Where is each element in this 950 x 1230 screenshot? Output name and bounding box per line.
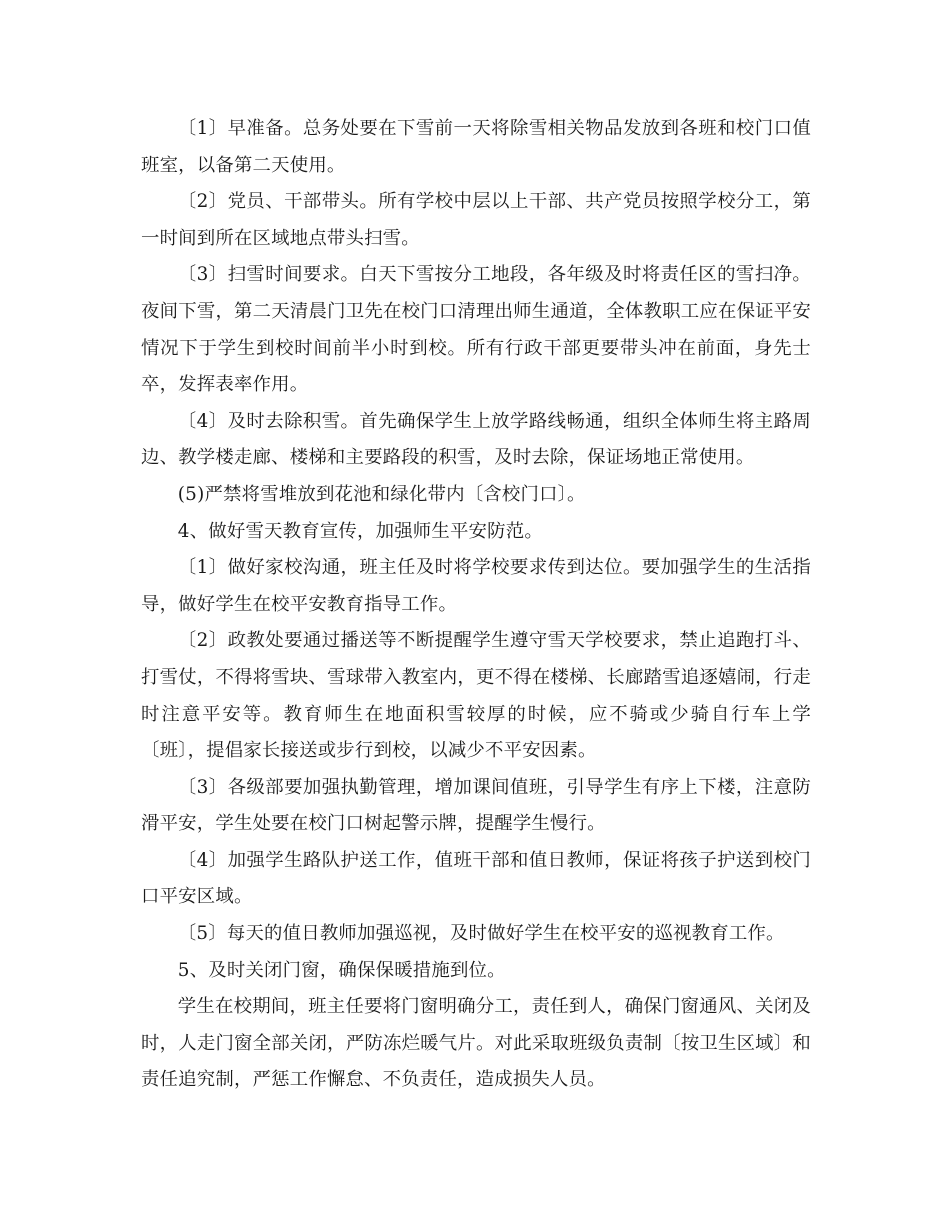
paragraph-no-piling: (5)严禁将雪堆放到花池和绿化带内〔含校门口〕。 — [177, 483, 586, 505]
paragraph-duty-management: 〔3〕各级部要加强执勤管理，增加课间值班，引导学生有序上下楼，注意防滑平安，学生处要在校门口树起警示牌，提醒学生慢行。 — [141, 776, 811, 835]
paragraph-escort: 〔4〕加强学生路队护送工作，值班干部和值日教师，保证将孩子护送到校门口平安区域。 — [141, 849, 811, 908]
section-heading-4: 4、做好雪天教育宣传，加强师生平安防范。 — [177, 520, 543, 542]
paragraph-home-school: 〔1〕做好家校沟通，班主任及时将学校要求传到达位。要加强学生的生活指导，做好学生在校平安教育指导工作。 — [141, 557, 811, 615]
document-body — [141, 111, 811, 1099]
paragraph-patrol: 〔5〕每天的值日教师加强巡视，及时做好学生在校平安的巡视教育工作。 — [177, 923, 785, 945]
paragraph-party-lead: 〔2〕党员、干部带头。所有学校中层以上干部、共产党员按照学校分工，第一时间到所在区域地点带头扫雪。 — [141, 191, 811, 249]
paragraph-windows: 学生在校期间，班主任要将门窗明确分工，责任到人，确保门窗通风、关闭及时，人走门窗全部关闭，严防冻烂暖气片。对此采取班级负责制〔按卫生区域〕和责任追究制，严惩工作懈怠、不负责任，造成损失人员。 — [141, 996, 811, 1091]
paragraph-broadcast: 〔2〕政教处要通过播送等不断提醒学生遵守雪天学校要求，禁止追跑打斗、打雪仗，不得将雪块、雪球带入教室内，更不得在楼梯、长廊踏雪追逐嬉闹，行走时注意平安等。教育师生在地面积雪较厚的时候，应不骑或少骑自行车上学〔班〕，提倡家长接送或步行到校，以减少不平安因素。 — [141, 630, 811, 762]
paragraph-sweep-time: 〔3〕扫雪时间要求。白天下雪按分工地段，各年级及时将责任区的雪扫净。夜间下雪，第二天清晨门卫先在校门口清理出师生通道，全体教职工应在保证平安情况下于学生到校时间前半小时到校。所有行政干部更要带头冲在前面，身先士卒，发挥表率作用。 — [141, 264, 811, 396]
paragraph-clear-snow: 〔4〕及时去除积雪。首先确保学生上放学路线畅通，组织全体师生将主路周边、教学楼走廊、楼梯和主要路段的积雪，及时去除，保证场地正常使用。 — [141, 410, 811, 469]
section-heading-5: 5、及时关闭门窗，确保保暖措施到位。 — [177, 959, 506, 981]
paragraph-prep: 〔1〕早准备。总务处要在下雪前一天将除雪相关物品发放到各班和校门口值班室，以备第二天使用。 — [141, 118, 811, 176]
